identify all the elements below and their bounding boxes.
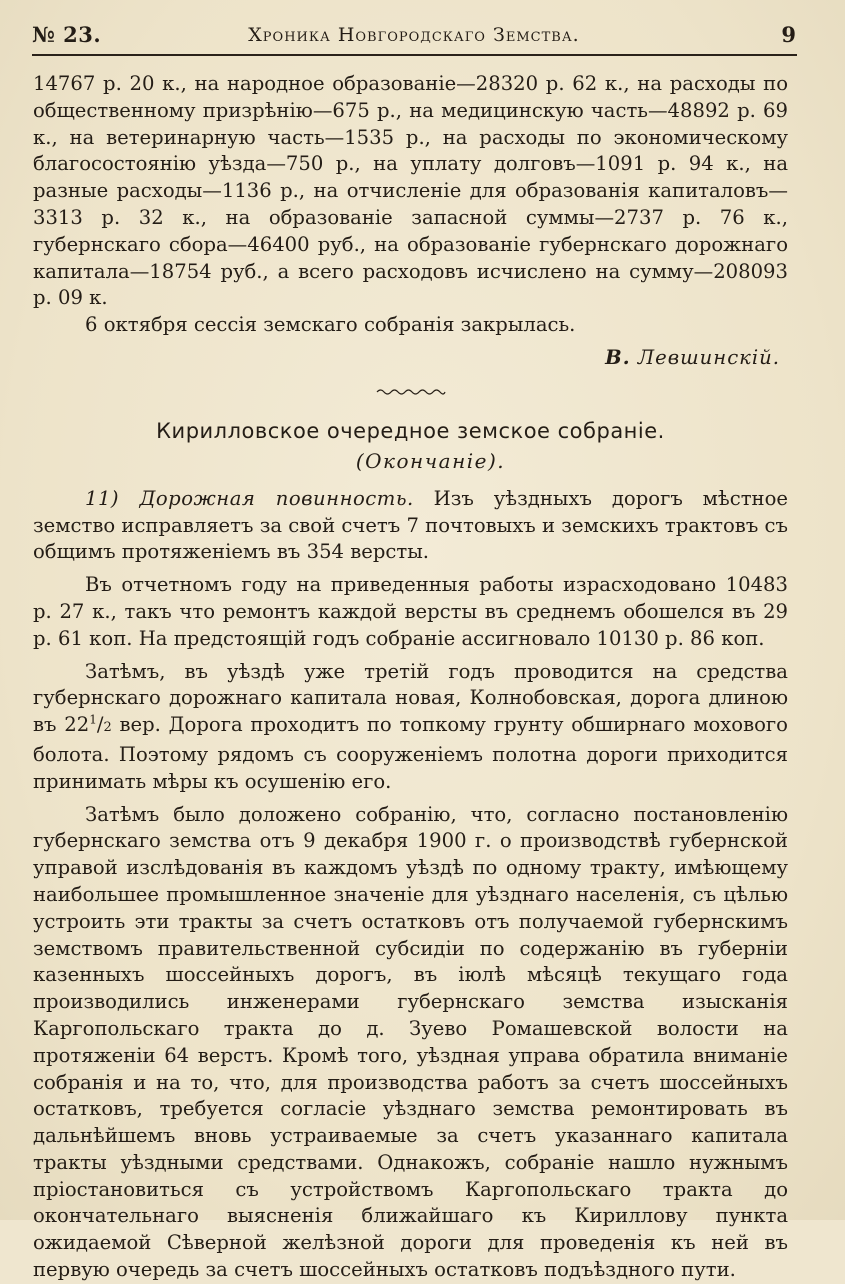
signature xyxy=(33,345,788,372)
journal-title: Хроника Новгородскаго Земства. xyxy=(248,24,580,46)
new-road-text-start: Затѣмъ, въ уѣздѣ уже третій годъ проводится на средства губернскаго дорожнаго капитала новая, Колнобовская, дорога длиною въ 22 xyxy=(33,659,788,737)
road-duty-heading: 11) Дорожная повинность. xyxy=(85,486,414,510)
fraction-numerator: 1 xyxy=(89,712,97,727)
section-title: Кирилловское очередное земское собраніе. xyxy=(156,418,665,443)
issue-number: № 23. xyxy=(32,22,102,47)
header-rule xyxy=(32,54,797,56)
page-number: 9 xyxy=(781,22,796,47)
running-header xyxy=(32,22,796,52)
road-duty-text: Изъ уѣздныхъ дорогъ мѣстное земство исправляетъ за свой счетъ 7 почтовыхъ и земскихъ трактовъ съ общимъ протяженіемъ въ 354 версты. xyxy=(33,486,788,564)
paragraph-expenditure: Въ отчетномъ году на приведенныя работы израсходовано 10483 р. 27 к., такъ что ремонтъ каждой версты въ среднемъ обошелся въ 29 р. 61 коп. На предстоящій годъ собраніе ассигновало 10130 р. 86 коп. xyxy=(33,573,788,650)
fraction-denominator: 2 xyxy=(103,720,112,736)
signature-initial: В. xyxy=(605,345,631,369)
paragraph-road-duty xyxy=(33,486,788,566)
wave-ornament-icon xyxy=(376,388,446,396)
paragraph-session-closed: 6 октября сессія земскаго собранія закрылась. xyxy=(85,313,576,337)
ornament-divider xyxy=(33,374,788,406)
signature-surname: Левшинскій. xyxy=(637,345,780,369)
new-road-text-end: вер. Дорога проходитъ по топкому грунту обширнаго мохового болота. Поэтому рядомъ съ сооруженіемъ полотна дороги приходится принимать мѣры къ осушенію его. xyxy=(33,713,788,793)
paragraph-new-road: Затѣмъ, въ уѣздѣ уже третій годъ проводится на средства губернскаго дорожнаго капитала новая, Колнобовская, дорога длиною въ $22^1/2$ вер. Дорога проходитъ по топкому грунту обширнаго мохового болота. Поэтому рядомъ съ сооруженіемъ полотна дороги приходится принимать мѣры къ осушенію его. xyxy=(33,659,788,793)
article-body xyxy=(33,71,788,1284)
paragraph-kargopol-tract: Затѣмъ было доложено собранію, что, согласно постановленію губернскаго земства отъ 9 декабря 1900 г. о производствѣ губернской управой изслѣдованія въ каждомъ уѣздѣ по одному тракту, имѣющему наибольшее промышленное значеніе для уѣзднаго населенія, съ цѣлью устроить эти тракты за счетъ остатковъ отъ получаемой губернскимъ земствомъ правительственной субсидіи по содержанію въ губерніи казенныхъ шоссейныхъ дорогъ, въ іюлѣ мѣсяцѣ текущаго года производились инженерами губернскаго земства изысканія Каргопольскаго тракта до д. Зуево Ромашевской волости на протяженіи 64 верстъ. Кромѣ того, уѣздная управа обратила вниманіе собранія и на то, что, для производства работъ за счетъ шоссейныхъ остатковъ, требуется согласіе уѣзднаго земства ремонтировать въ дальнѣйшемъ вновь устраиваемые за счетъ указаннаго капитала тракты уѣздными средствами. Однакожъ, собраніе нашло нужнымъ пріостановиться съ устройствомъ Каргопольскаго тракта до окончательнаго выясненія ближайшаго къ Кириллову пункта ожидаемой Сѣверной желѣзной дороги для проведенія къ ней въ первую очередь за счетъ шоссейныхъ остатковъ подъѣздного пути. xyxy=(33,802,788,1282)
section-subtitle: (Окончаніе). xyxy=(355,448,506,473)
paragraph-expenses: 14767 р. 20 к., на народное образованіе—28320 р. 62 к., на расходы по общественному призрѣнію—675 р., на медицинскую часть—48892 р. 69 к., на ветеринарную часть—1535 р., на расходы по экономическому благосостоянію уѣзда—750 р., на уплату долговъ—1091 р. 94 к., на разные расходы—1136 р., на отчисленіе для образованія капиталовъ—3313 р. 32 к., на образованіе запасной суммы—2737 р. 76 к., губернскаго сбора—46400 руб., на образованіе губернскаго дорожнаго капитала—18754 руб., а всего расходовъ исчислено на сумму—208093 р. 09 к. xyxy=(33,72,788,310)
